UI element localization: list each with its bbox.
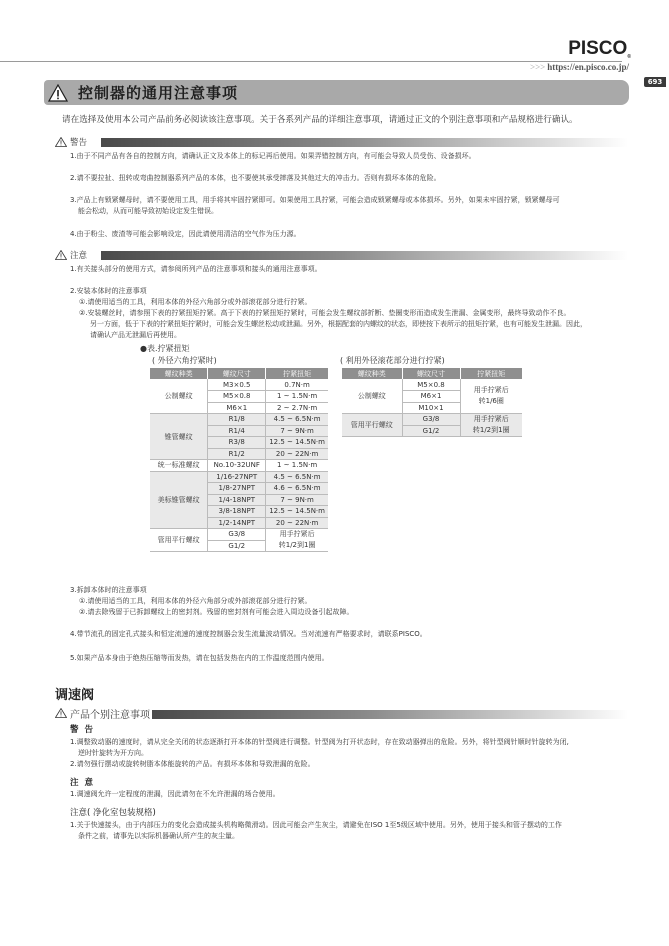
sv-caution-item-1: 1.调速阀允许一定程度的泄漏，因此请勿在不允许泄漏的场合使用。 bbox=[70, 790, 280, 798]
torque-line-1: 用手拧紧后 bbox=[279, 530, 315, 538]
torque-line-2: 转1/2到1圈 bbox=[278, 541, 316, 549]
sv-cleanroom-label: 注意( 净化室包装规格) bbox=[70, 808, 156, 818]
thread-size: M5×0.8 bbox=[208, 391, 266, 403]
thread-size: G3/8 bbox=[208, 529, 266, 541]
torque-value bbox=[460, 379, 522, 414]
sv-caution-label: 注意 bbox=[70, 778, 100, 788]
caution-item-3-sub1: ①.请使用适当的工具，利用本体的外径六角部分或外部滚花部分进行拧紧。 bbox=[79, 597, 312, 605]
caution-item-3-title: 3.拆卸本体时的注意事项 bbox=[70, 586, 147, 594]
caution-divider-bar bbox=[101, 251, 628, 260]
torque-value: 12.5 ~ 14.5N·m bbox=[266, 506, 328, 518]
title-banner bbox=[44, 80, 629, 105]
thread-size: G1/2 bbox=[402, 425, 460, 437]
thread-size: 1/2-14NPT bbox=[208, 517, 266, 529]
warning-item-4: 4.由于粉尘、废渣等可能会影响设定，因此请使用清洁的空气作为压力源。 bbox=[70, 230, 301, 238]
intro-text: 请在选择及使用本公司产品前务必阅读该注意事项。关于各系列产品的详细注意事项，请通过正文的个别注意事项和产品规格进行确认。 bbox=[62, 115, 578, 125]
individual-caution-heading bbox=[55, 708, 150, 721]
pisco-logo bbox=[568, 38, 631, 60]
brand-name: PISCO bbox=[568, 38, 628, 59]
warning-heading bbox=[55, 137, 87, 147]
thread-kind: 公制螺纹 bbox=[150, 379, 208, 414]
page-number: 693 bbox=[644, 77, 666, 87]
thread-size: R3/8 bbox=[208, 437, 266, 449]
thread-size: M6×1 bbox=[402, 391, 460, 403]
torque-value bbox=[266, 529, 328, 552]
thread-kind: 统一标准螺纹 bbox=[150, 460, 208, 472]
torque-line-2: 转1/6圈 bbox=[478, 397, 504, 405]
torque-value: 7 ~ 9N·m bbox=[266, 425, 328, 437]
thread-size: 1/4-18NPT bbox=[208, 494, 266, 506]
torque-value: 4.6 ~ 6.5N·m bbox=[266, 483, 328, 495]
torque-value: 4.5 ~ 6.5N·m bbox=[266, 471, 328, 483]
warning-divider-bar bbox=[101, 138, 628, 147]
torque-value: 12.5 ~ 14.5N·m bbox=[266, 437, 328, 449]
caution-heading bbox=[55, 250, 87, 260]
table-caption: ●表.拧紧扭矩 bbox=[140, 344, 190, 353]
torque-value bbox=[460, 414, 522, 437]
caution-item-2-sub2-line2: 另一方面，低于下表的拧紧扭矩拧紧时，可能会发生螺丝松动或泄漏。另外，根据配套的内螺纹的状态，即使按下表所示的扭矩拧紧，也有可能发生泄漏。因此， bbox=[90, 320, 587, 328]
sv-warning-item-1: 1.调整致动器的速度时，请从完全关闭的状态逐渐打开本体的针型阀进行调整。针型阀为打开状态时，存在致动器弹出的危险。另外，将针型阀针顺时针旋转为闭, bbox=[70, 738, 569, 746]
sv-warning-label: 警告 bbox=[70, 725, 100, 735]
thread-size: 3/8-18NPT bbox=[208, 506, 266, 518]
caution-item-2-sub1: ①.请使用适当的工具，利用本体的外径六角部分或外部滚花部分进行拧紧。 bbox=[79, 298, 312, 306]
warning-small-icon bbox=[55, 708, 67, 718]
website-link[interactable] bbox=[530, 62, 629, 72]
header-rule bbox=[0, 61, 622, 62]
caution-item-2-sub2-line3: 请确认产品无泄漏后再使用。 bbox=[90, 331, 181, 339]
individual-caution-divider-bar bbox=[152, 710, 628, 719]
caution-item-4: 4.带节流孔的固定孔式接头和恒定流速的速度控制器会发生流量波动情况。当对流速有严格要求时，请联系PISCO。 bbox=[70, 630, 427, 638]
caution-item-2-sub2: ②.安装螺丝时，请参照下表的拧紧扭矩拧紧。高于下表的拧紧扭矩拧紧时，可能会发生螺纹部折断、垫圈变形而造成发生泄漏、金属变形，最终导致动作不良。 bbox=[79, 309, 571, 317]
torque-value: 4.5 ~ 6.5N·m bbox=[266, 414, 328, 426]
thread-size: G1/2 bbox=[208, 540, 266, 552]
warning-triangle-icon bbox=[44, 80, 72, 105]
table-row bbox=[150, 379, 328, 391]
sv-warning-item-1-cont: 逆时针旋转为开方向。 bbox=[78, 749, 148, 757]
sv-cleanroom-item-1-cont: 条件之前，请事先以实际机器确认所产生的灰尘量。 bbox=[78, 832, 239, 840]
table-row bbox=[342, 414, 522, 426]
col-header-thread-size: 螺纹尺寸 bbox=[402, 368, 460, 379]
torque-value: 20 ~ 22N·m bbox=[266, 517, 328, 529]
warning-item-2: 2.请不要拉扯、扭转或弯曲控制器系列产品的本体，也不要使其承受摔落及其他过大的冲击力。否则有损坏本体的危险。 bbox=[70, 174, 441, 182]
registered-mark: ® bbox=[627, 54, 631, 60]
url-text: https://en.pisco.co.jp/ bbox=[547, 62, 629, 72]
page-title: 控制器的通用注意事项 bbox=[78, 84, 239, 102]
thread-size: No.10-32UNF bbox=[208, 460, 266, 472]
warning-item-1: 1.由于不同产品有各自的控制方向，请确认正文及本体上的标记再后使用。如果弄错控制方向，有可能会导致人员受伤、设备损坏。 bbox=[70, 152, 476, 160]
caution-small-icon bbox=[55, 250, 67, 260]
col-header-thread-type: 螺纹种类 bbox=[342, 368, 402, 379]
table-row bbox=[342, 379, 522, 391]
caution-item-3-sub2: ②.请去除残留于已拆卸螺纹上的密封剂。残留的密封剂有可能会进入周边设备引起故障。 bbox=[79, 608, 354, 616]
thread-kind: 管用平行螺纹 bbox=[150, 529, 208, 552]
warning-label: 警告 bbox=[70, 138, 88, 148]
warning-small-icon bbox=[55, 137, 67, 147]
caution-item-1: 1.有关接头部分的使用方式，请参阅所列产品的注意事项和接头的通用注意事项。 bbox=[70, 265, 322, 273]
torque-value: 20 ~ 22N·m bbox=[266, 448, 328, 460]
thread-kind: 公制螺纹 bbox=[342, 379, 402, 414]
sv-cleanroom-item-1: 1.关于快速接头，由于内部压力的变化会造成接头机构略微滑动。因此可能会产生灰尘，请避免在ISO 1至5级区域中使用。另外，使用于接头和管子摆动的工作 bbox=[70, 821, 562, 829]
thread-size: R1/8 bbox=[208, 414, 266, 426]
caution-label: 注意 bbox=[70, 251, 88, 261]
torque-value: 2 ~ 2.7N·m bbox=[266, 402, 328, 414]
thread-kind: 管用平行螺纹 bbox=[342, 414, 402, 437]
col-header-thread-size: 螺纹尺寸 bbox=[208, 368, 266, 379]
col-header-thread-type: 螺纹种类 bbox=[150, 368, 208, 379]
torque-value: 0.7N·m bbox=[266, 379, 328, 391]
thread-size: R1/2 bbox=[208, 448, 266, 460]
table-row bbox=[150, 529, 328, 541]
table-hex-caption: ( 外径六角拧紧时) bbox=[152, 356, 217, 365]
torque-value: 1 ~ 1.5N·m bbox=[266, 391, 328, 403]
thread-size: M5×0.8 bbox=[402, 379, 460, 391]
thread-kind: 锥管螺纹 bbox=[150, 414, 208, 460]
thread-size: 1/8-27NPT bbox=[208, 483, 266, 495]
individual-caution-label: 产品个别注意事项 bbox=[70, 709, 150, 721]
sv-warning-item-2: 2.请勿强行摆动或旋转树脂本体能旋转的产品。有损坏本体和导致泄漏的危险。 bbox=[70, 760, 315, 768]
thread-size: M10×1 bbox=[402, 402, 460, 414]
torque-value: 1 ~ 1.5N·m bbox=[266, 460, 328, 472]
table-row bbox=[150, 460, 328, 472]
caution-item-2-title: 2.安装本体时的注意事项 bbox=[70, 287, 147, 295]
thread-size: G3/8 bbox=[402, 414, 460, 426]
col-header-torque: 拧紧扭矩 bbox=[460, 368, 522, 379]
torque-line-1: 用手拧紧后 bbox=[473, 415, 509, 423]
torque-line-1: 用手拧紧后 bbox=[473, 386, 509, 394]
thread-size: R1/4 bbox=[208, 425, 266, 437]
speed-valve-heading: 调速阀 bbox=[55, 688, 95, 703]
torque-table-hex bbox=[150, 368, 328, 552]
col-header-torque: 拧紧扭矩 bbox=[266, 368, 328, 379]
warning-item-3: 3.产品上有锁紧螺母时，请不要使用工具，用手将其牢固拧紧即可。如果使用工具拧紧，可能会造成锁紧螺母或本体损坏。另外，如果未牢固拧紧，锁紧螺母可 bbox=[70, 196, 560, 204]
table-row bbox=[150, 414, 328, 426]
torque-table-knurl bbox=[342, 368, 522, 437]
table-row bbox=[150, 471, 328, 483]
thread-size: M3×0.5 bbox=[208, 379, 266, 391]
thread-size: 1/16-27NPT bbox=[208, 471, 266, 483]
thread-size: M6×1 bbox=[208, 402, 266, 414]
thread-kind: 美标锥管螺纹 bbox=[150, 471, 208, 529]
arrow-icon: >>> bbox=[530, 62, 546, 72]
caution-item-5: 5.如果产品本身由于绝热压缩等而发热，请在包括发热在内的工作温度范围内使用。 bbox=[70, 654, 329, 662]
warning-item-3-cont: 能会松动，从而可能导致初始设定发生错误。 bbox=[78, 207, 218, 215]
torque-line-2: 转1/2到1圈 bbox=[472, 426, 510, 434]
torque-value: 7 ~ 9N·m bbox=[266, 494, 328, 506]
table-knurl-caption: ( 利用外径滚花部分进行拧紧) bbox=[340, 356, 445, 365]
